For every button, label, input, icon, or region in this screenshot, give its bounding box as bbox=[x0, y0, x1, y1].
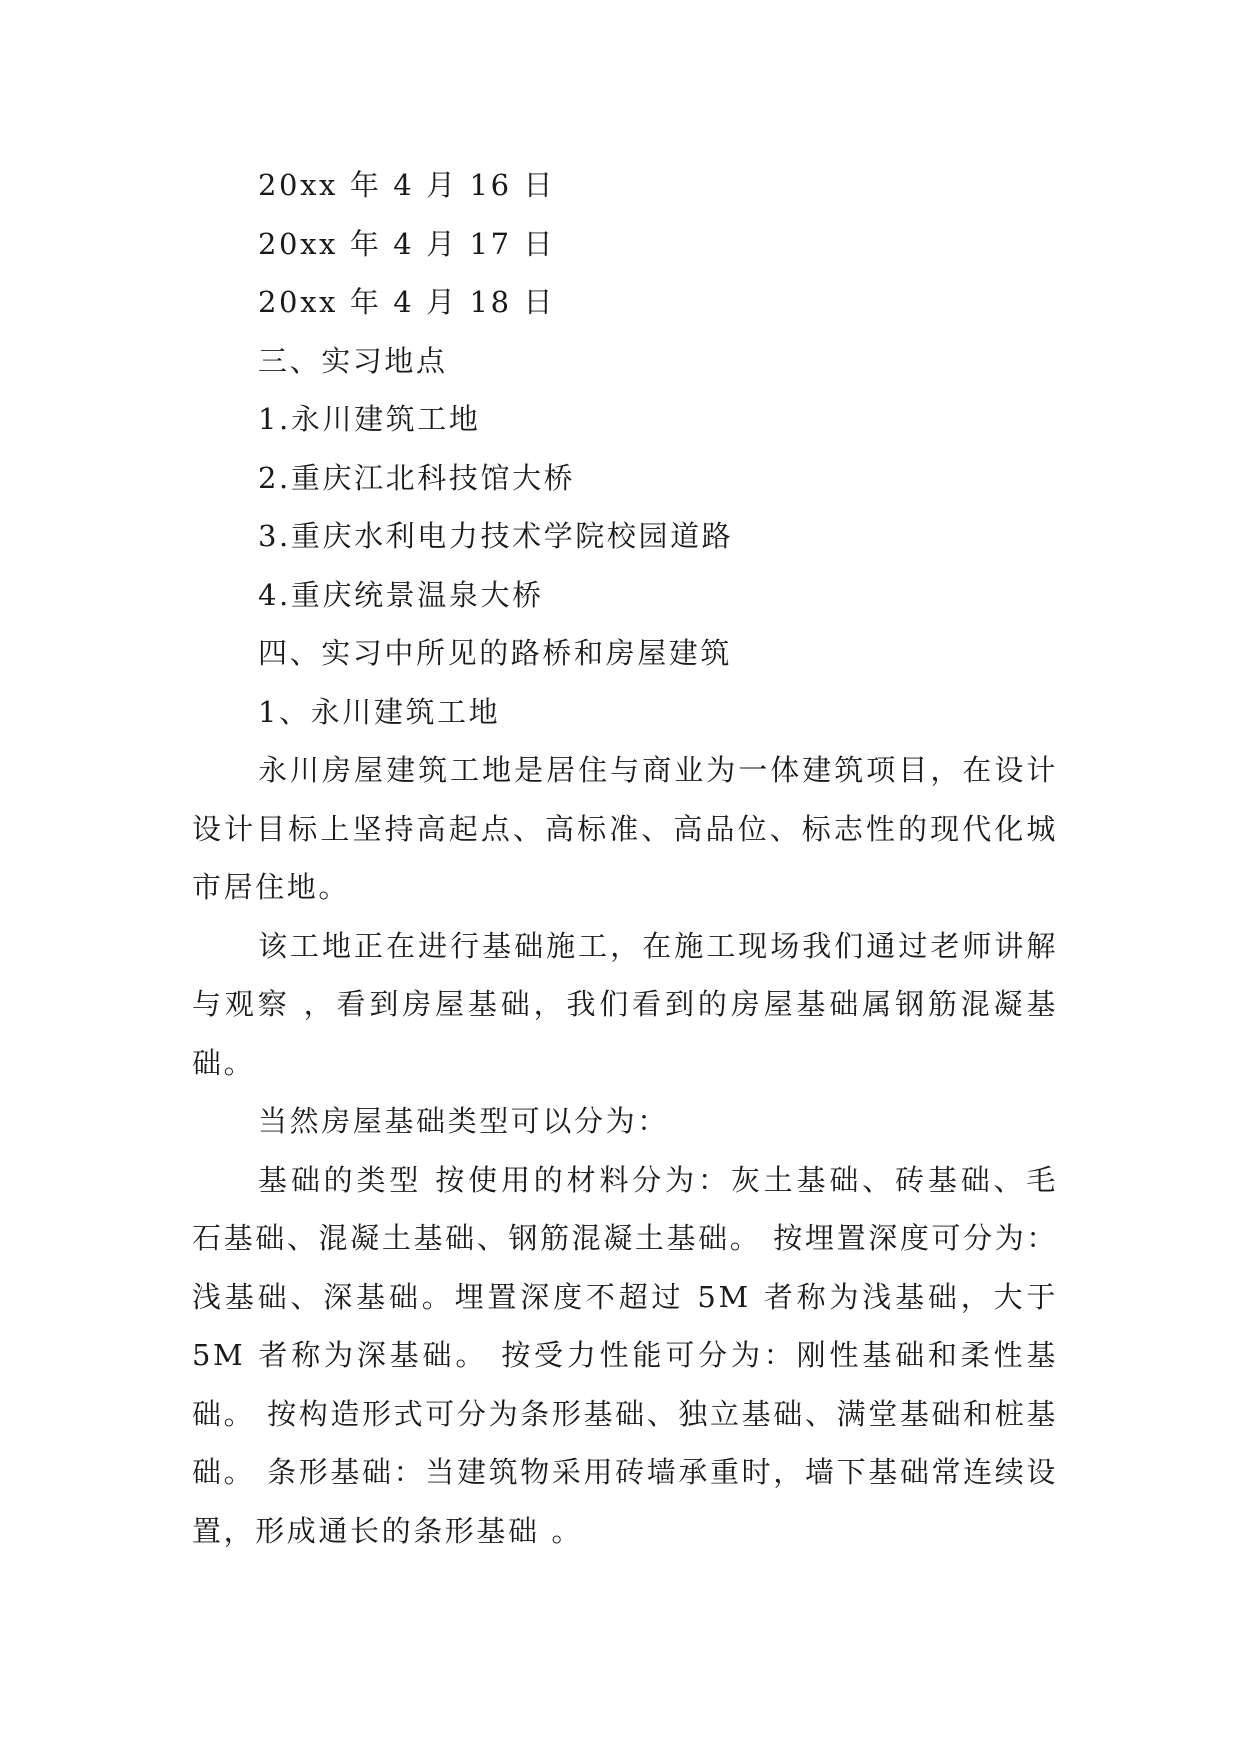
section-four-subheading: 1、永川建筑工地 bbox=[258, 694, 501, 729]
body-paragraph: 当然房屋基础类型可以分为： bbox=[258, 1104, 669, 1138]
location-item: 3.重庆水利电力技术学院校园道路 bbox=[258, 519, 734, 553]
location-item: 1.永川建筑工地 bbox=[258, 402, 481, 436]
body-paragraph: 基础的类型 按使用的材料分为：灰土基础、砖基础、毛石基础、混凝土基础、钢筋混凝土基础。 按埋置深度可分为：浅基础、深基础。埋置深度不超过 5M 者称为浅基础，大于 5M 者称为深基础。 按受力性能可分为：刚性基础和柔性基础。 按构造形式可分为条形基础、独立基础、满堂基础和桩基础。 条形基础：当建筑物采用砖墙承重时，墙下基础常连续设置，形成通长的条形基础 。 bbox=[192, 1162, 1058, 1548]
location-item: 2.重庆江北科技馆大桥 bbox=[258, 460, 576, 495]
date-line: 20xx 年 4 月 17 日 bbox=[258, 226, 556, 261]
section-four-heading: 四、实习中所见的路桥和房屋建筑 bbox=[258, 636, 733, 670]
document-body bbox=[192, 156, 1058, 1560]
date-line: 20xx 年 4 月 18 日 bbox=[258, 285, 556, 319]
date-line: 20xx 年 4 月 16 日 bbox=[258, 168, 556, 202]
body-paragraph: 该工地正在进行基础施工，在施工现场我们通过老师讲解与观察 ，看到房屋基础，我们看到的房屋基础属钢筋混凝基础。 bbox=[192, 928, 1058, 1080]
body-paragraph: 永川房屋建筑工地是居住与商业为一体建筑项目，在设计设计目标上坚持高起点、高标准、高品位、标志性的现代化城市居住地。 bbox=[192, 753, 1058, 904]
section-three-heading: 三、实习地点 bbox=[258, 343, 448, 378]
location-item: 4.重庆统景温泉大桥 bbox=[258, 577, 544, 612]
